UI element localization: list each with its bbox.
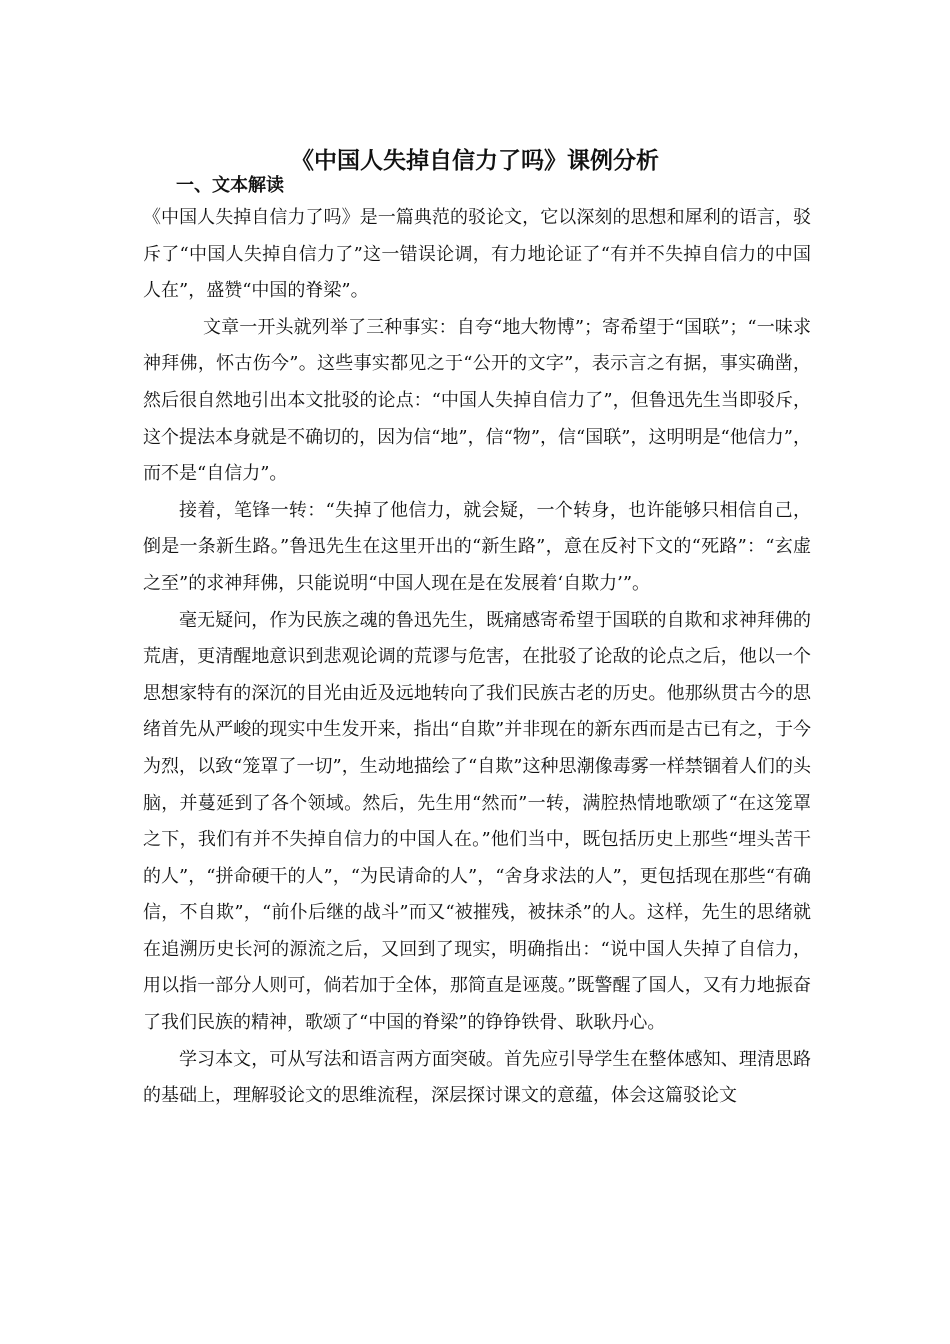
paragraph-4: 毫无疑问，作为民族之魂的鲁迅先生，既痛感寄希望于国联的自欺和求神拜佛的荒唐，更清醒地意识到悲观论调的荒谬与危害，在批驳了论敌的论点之后，他以一个思想家特有的深沉的目光由近及远地转向了我们民族古老的历史。他那纵贯古今的思绪首先从严峻的现实中生发开来，指出“自欺”并非现在的新东西而是古已有之，于今为烈，以致“笼罩了一切”，生动地描绘了“自欺”这种思潮像毒雾一样禁锢着人们的头脑，并蔓延到了各个领域。然后，先生用“然而”一转，满腔热情地歌颂了“在这笼罩之下，我们有并不失掉自信力的中国人在。”他们当中，既包括历史上那些“埋头苦干的人”，“拼命硬干的人”，“为民请命的人”，“舍身求法的人”，更包括现在那些“有确信，不自欺”，“前仆后继的战斗”而又“被摧残，被抹杀”的人。这样，先生的思绪就在追溯历史长河的源流之后，又回到了现实，明确指出：“说中国人失掉了自信力，用以指一部分人则可，倘若加于全体，那简直是诬蔑。”既警醒了国人，又有力地振奋了我们民族的精神，歌颂了“中国的脊梁”的铮铮铁骨、耿耿丹心。 [143,609,811,1034]
page-title: 《中国人失掉自信力了吗》课例分析 [291,147,659,174]
paragraph-1: 《中国人失掉自信力了吗》是一篇典范的驳论文，它以深刻的思想和犀利的语言，驳斥了“中国人失掉自信力了”这一错误论调，有力地论证了“有并不失掉自信力的中国人在”，盛赞“中国的脊梁”。 [143,207,811,302]
paragraph-5: 学习本文，可从写法和语言两方面突破。首先应引导学生在整体感知、理清思路的基础上，理解驳论文的思维流程，深层探讨课文的意蕴，体会这篇驳论文 [143,1048,811,1107]
document-body [143,200,811,1115]
paragraph-3: 接着，笔锋一转：“失掉了他信力，就会疑，一个转身，也许能够只相信自己，倒是一条新生路。”鲁迅先生在这里开出的“新生路”，意在反衬下文的“死路”：“玄虚之至”的求神拜佛，只能说明“中国人现在是在发展着‘自欺力’”。 [143,499,811,594]
section-heading: 一、文本解读 [176,175,284,196]
paragraph-2: 文章一开头就列举了三种事实：自夸“地大物博”；寄希望于“国联”；“一味求神拜佛，怀古伤今”。这些事实都见之于“公开的文字”，表示言之有据，事实确凿，然后很自然地引出本文批驳的论点：“中国人失掉自信力了”，但鲁迅先生当即驳斥，这个提法本身就是不确切的，因为信“地”，信“物”，信“国联”，这明明是“他信力”，而不是“自信力”。 [143,316,811,485]
